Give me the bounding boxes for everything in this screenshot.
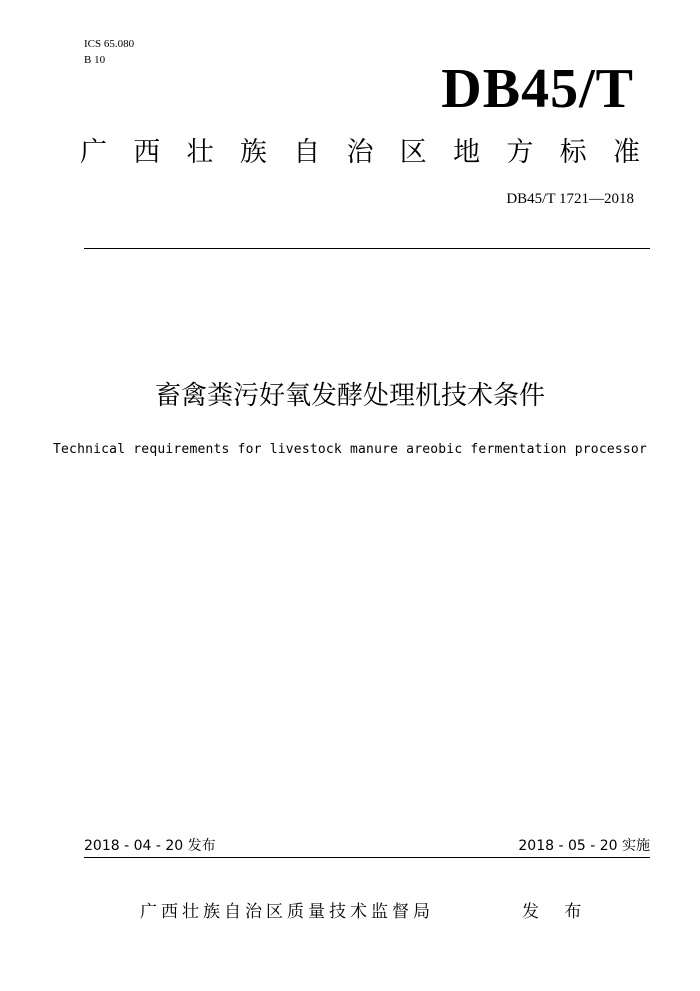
authority-char: 广 [80,137,107,168]
standard-code-heading: DB45/T [441,58,634,120]
authority-char: 地 [453,137,481,168]
authority-char: 标 [559,137,587,168]
publish-label: 发 布 [522,902,592,922]
authority-char: 方 [506,137,534,168]
implementation-date: 2018 - 05 - 20 实施 [518,838,650,854]
authority-char: 区 [399,137,427,168]
standard-number: DB45/T 1721—2018 [506,191,634,207]
authority-char: 治 [346,137,374,168]
header-divider [84,248,650,249]
authority-title [80,135,640,171]
authority-char: 西 [133,137,161,168]
authority-char: 准 [612,137,640,168]
ics-code: ICS 65.080 [84,38,135,50]
document-title-chinese: 畜禽粪污好氧发酵处理机技术条件 [154,381,545,411]
authority-char: 族 [239,137,267,168]
classification-code: B 10 [84,54,106,66]
issue-date: 2018 - 04 - 20 发布 [84,838,216,854]
publisher-name: 广西壮族自治区质量技术监督局 [140,902,434,922]
authority-char: 壮 [186,137,214,168]
authority-char: 自 [293,137,321,168]
footer-divider [84,857,650,858]
document-title-english: Technical requirements for livestock manure areobic fermentation processor [53,442,647,457]
